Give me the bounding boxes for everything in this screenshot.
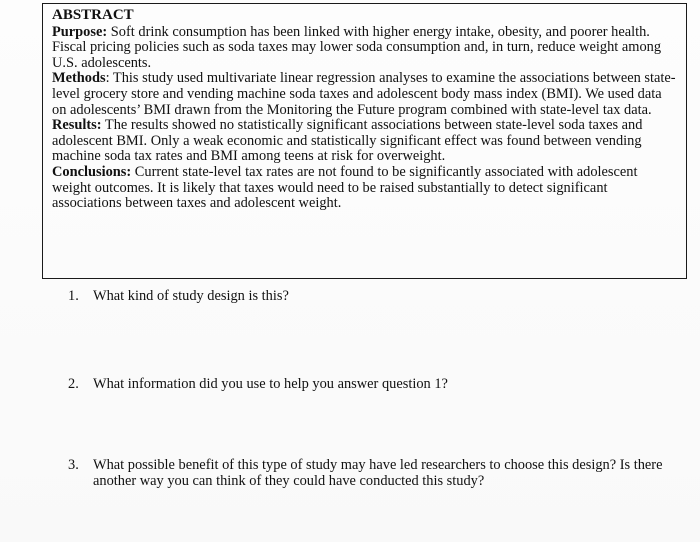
purpose-text: Soft drink consumption has been linked with higher energy intake, obesity, and poorer health. Fiscal pricing policies such as soda taxes may lower soda consumption and, in turn, reduce weight among U.S. adolescents. [52,23,662,71]
methods-text: : This study used multivariate linear regression analyses to examine the associations between state-level grocery store and vending machine soda taxes and adolescent body mass index (BMI). We used data on adolescents’ BMI drawn from the Monitoring the Future program combined with state-level tax data. [52,70,676,118]
question-text: What possible benefit of this type of study may have led researchers to choose this design? Is there another way you can think of they could have conducted this study? [93,457,663,489]
conclusions-label: Conclusions: [52,163,132,180]
question-text: What kind of study design is this? [93,288,289,304]
abstract-heading: ABSTRACT [52,7,134,23]
methods-label: Methods [52,70,106,87]
results-text: The results showed no statistically significant associations between state-level soda taxes and adolescent BMI. Only a weak economic and statistically significant effect was found between vending machine soda tax rates and BMI among teens at risk for overweight. [52,117,643,165]
question-text: What information did you use to help you answer question 1? [93,376,448,392]
question-number: 2. [68,376,79,392]
purpose-label: Purpose: [52,23,108,40]
question-number: 1. [68,288,79,304]
results-label: Results: [52,117,102,134]
question-number: 3. [68,457,79,473]
conclusions-text: Current state-level tax rates are not found to be significantly associated with adolescent weight outcomes. It is likely that taxes would need to be raised substantially to detect significant associations between taxes and adolescent weight. [52,163,638,212]
